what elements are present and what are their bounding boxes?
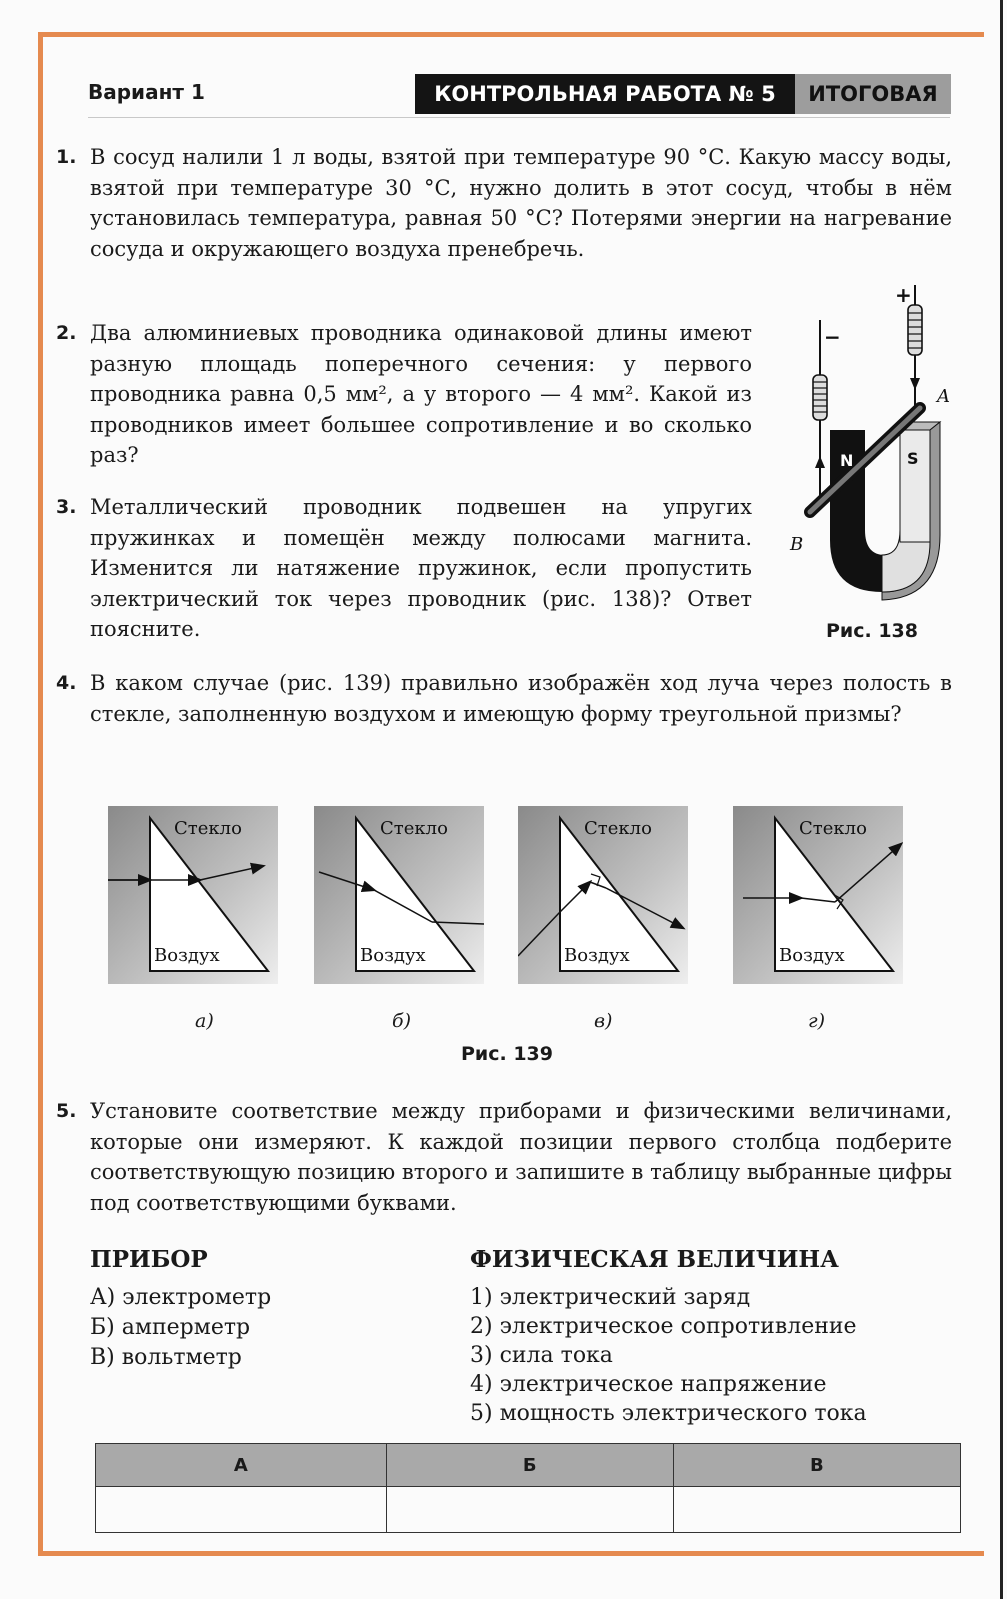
point-a-label: A [937, 386, 950, 407]
panel-b [314, 806, 484, 984]
answer-cell-b[interactable] [386, 1487, 673, 1533]
plus-label: + [895, 283, 912, 307]
test-tag: ИТОГОВАЯ [795, 74, 951, 114]
task-text: В сосуд налили 1 л воды, взятой при температуре 90 °С. Какую массу воды, взятой при температуре 30 °С, нужно долить в этот сосуд, чтобы в нём установилась температура, равная 50 °С? Потерями энергии на нагревание сосуда и окружающего воздуха пренебречь. [90, 145, 952, 261]
glass-label: Стекло [584, 818, 652, 839]
quantity-column-title: ФИЗИЧЕСКАЯ ВЕЛИЧИНА [470, 1246, 839, 1273]
glass-label: Стекло [174, 818, 242, 839]
pole-n-label: N [840, 451, 854, 470]
task-text: Два алюминиевых проводника одинаковой длины имеют разную площадь поперечного сечения: у первого проводника равна 0,5 мм², а у второго — 4 мм². Какой из проводников имеет большее сопротивление и во сколько раз? [90, 321, 752, 467]
pole-s-label: S [907, 449, 919, 468]
task-number: 2. [56, 322, 77, 344]
panel-v-label: в) [594, 1010, 613, 1032]
answer-header-v: В [673, 1444, 960, 1487]
minus-label: − [824, 325, 841, 349]
device-item: А) электрометр [90, 1285, 272, 1310]
task-2 [56, 318, 752, 471]
figure-138 [780, 280, 960, 610]
task-1 [56, 142, 952, 264]
glass-label: Стекло [380, 818, 448, 839]
answer-cell-v[interactable] [673, 1487, 960, 1533]
page-edge [1000, 0, 1003, 1599]
task-text: Установите соответствие между приборами и физическими величинами, которые они измеряют. К каждой позиции первого столбца подберите соответствующую позицию второго и запишите в таблицу выбранные цифры под соответствующими буквами. [90, 1099, 952, 1215]
device-column-title: ПРИБОР [90, 1246, 208, 1273]
air-label: Воздух [564, 945, 630, 966]
answer-table [95, 1443, 961, 1533]
panel-g [733, 806, 903, 984]
quantity-item: 2) электрическое сопротивление [470, 1314, 857, 1339]
magnet-diagram [780, 280, 960, 610]
quantity-item: 4) электрическое напряжение [470, 1372, 827, 1397]
variant-label: Вариант 1 [88, 80, 205, 104]
panel-a [108, 806, 278, 984]
header-divider [88, 117, 950, 118]
task-4 [56, 668, 952, 729]
task-text: Металлический проводник подвешен на упругих пружинках и помещён между полюсами магнита. Изменится ли натяжение пружинок, если пропустить электрический ток через проводник (рис. 138)? Ответ поясните. [90, 495, 752, 641]
figure-139-caption: Рис. 139 [461, 1043, 553, 1065]
task-3 [56, 492, 752, 645]
device-item: Б) амперметр [90, 1315, 251, 1340]
panel-g-label: г) [808, 1010, 826, 1032]
device-item: В) вольтметр [90, 1345, 242, 1370]
panel-a-label: а) [195, 1010, 214, 1032]
figure-138-caption: Рис. 138 [826, 620, 918, 642]
task-text: В каком случае (рис. 139) правильно изображён ход луча через полость в стекле, заполненную воздухом и имеющую форму треугольной призмы? [90, 671, 952, 726]
task-number: 4. [56, 672, 77, 694]
task-number: 1. [56, 146, 77, 168]
point-b-label: B [790, 534, 804, 555]
answer-header-b: Б [386, 1444, 673, 1487]
glass-label: Стекло [799, 818, 867, 839]
title-bar [415, 74, 951, 114]
panel-b-label: б) [392, 1010, 412, 1032]
quantity-item: 1) электрический заряд [470, 1285, 751, 1310]
task-number: 5. [56, 1100, 77, 1122]
answer-header-a: А [96, 1444, 387, 1487]
task-5 [56, 1096, 952, 1218]
test-title: КОНТРОЛЬНАЯ РАБОТА № 5 [415, 74, 795, 114]
air-label: Воздух [360, 945, 426, 966]
quantity-item: 5) мощность электрического тока [470, 1401, 867, 1426]
answer-cell-a[interactable] [96, 1487, 387, 1533]
task-number: 3. [56, 496, 77, 518]
air-label: Воздух [154, 945, 220, 966]
quantity-item: 3) сила тока [470, 1343, 613, 1368]
air-label: Воздух [779, 945, 845, 966]
panel-v [518, 806, 688, 984]
